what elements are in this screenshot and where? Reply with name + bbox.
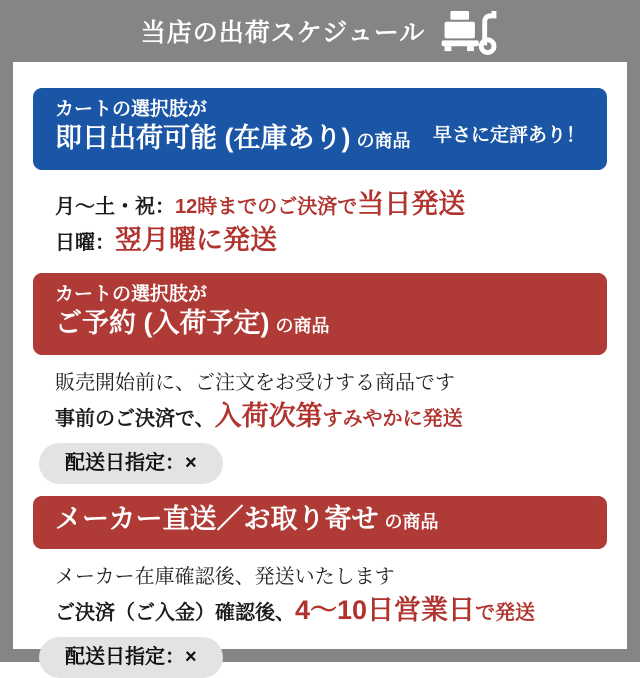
instock-banner-text <box>55 97 410 159</box>
instock-banner-main: 即日出荷可能 (在庫あり) <box>55 123 351 153</box>
handtruck-icon <box>441 10 499 55</box>
page-title: 当店の出荷スケジュール <box>140 19 426 47</box>
weekday-condition: 12時までのご決済で <box>175 196 358 218</box>
section-preorder <box>33 273 607 484</box>
preorder-banner-mainline <box>55 307 329 344</box>
preorder-result-em: 入荷次第 <box>214 401 323 431</box>
preorder-description <box>55 369 607 399</box>
weekday-result: 当日発送 <box>357 189 466 219</box>
direct-banner-suffix: の商品 <box>384 512 439 532</box>
instock-banner-top: カートの選択肢が <box>55 99 208 120</box>
header <box>0 0 640 62</box>
preorder-banner-top: カートの選択肢が <box>55 284 208 305</box>
instock-schedule-lines <box>55 190 607 259</box>
delivery-date-badge: 配送日指定：× <box>39 443 223 484</box>
direct-description <box>55 563 607 593</box>
sunday-label: 日曜： <box>55 232 115 254</box>
direct-shipping-line <box>55 596 607 629</box>
instock-banner-note: 早さに定評あり！ <box>432 124 585 146</box>
direct-result-rest: で発送 <box>475 602 536 624</box>
direct-description-lines <box>55 563 607 629</box>
preorder-description-text: 販売開始前に、ご注文をお受けする商品です <box>55 372 455 394</box>
section-instock <box>33 88 607 259</box>
direct-banner-mainline <box>55 504 438 539</box>
instock-banner <box>33 88 607 170</box>
delivery-date-badge: 配送日指定：× <box>39 637 223 678</box>
preorder-shipping-line <box>55 402 607 435</box>
sunday-schedule-line <box>55 226 607 259</box>
content <box>13 62 627 668</box>
direct-condition: ご決済（ご入金）確認後、 <box>55 602 295 624</box>
preorder-banner-text <box>55 282 329 344</box>
preorder-result-rest: すみやかに発送 <box>322 408 463 430</box>
preorder-banner-suffix: の商品 <box>275 316 330 336</box>
direct-banner <box>33 496 607 549</box>
preorder-description-lines <box>55 369 607 435</box>
direct-result-em: 4〜10日営業日 <box>295 595 476 625</box>
section-direct <box>33 496 607 678</box>
direct-description-text: メーカー在庫確認後、発送いたします <box>55 566 395 588</box>
instock-banner-suffix: の商品 <box>356 131 411 151</box>
instock-banner-mainline <box>55 122 410 159</box>
preorder-banner <box>33 273 607 355</box>
weekday-schedule-line <box>55 190 607 223</box>
preorder-banner-main: ご予約 (入荷予定) <box>55 308 270 338</box>
direct-banner-main: メーカー直送／お取り寄せ <box>55 504 379 534</box>
sunday-result: 翌月曜に発送 <box>115 225 277 255</box>
preorder-condition: 事前のご決済で、 <box>55 408 215 430</box>
weekday-label: 月〜土・祝： <box>55 196 175 218</box>
